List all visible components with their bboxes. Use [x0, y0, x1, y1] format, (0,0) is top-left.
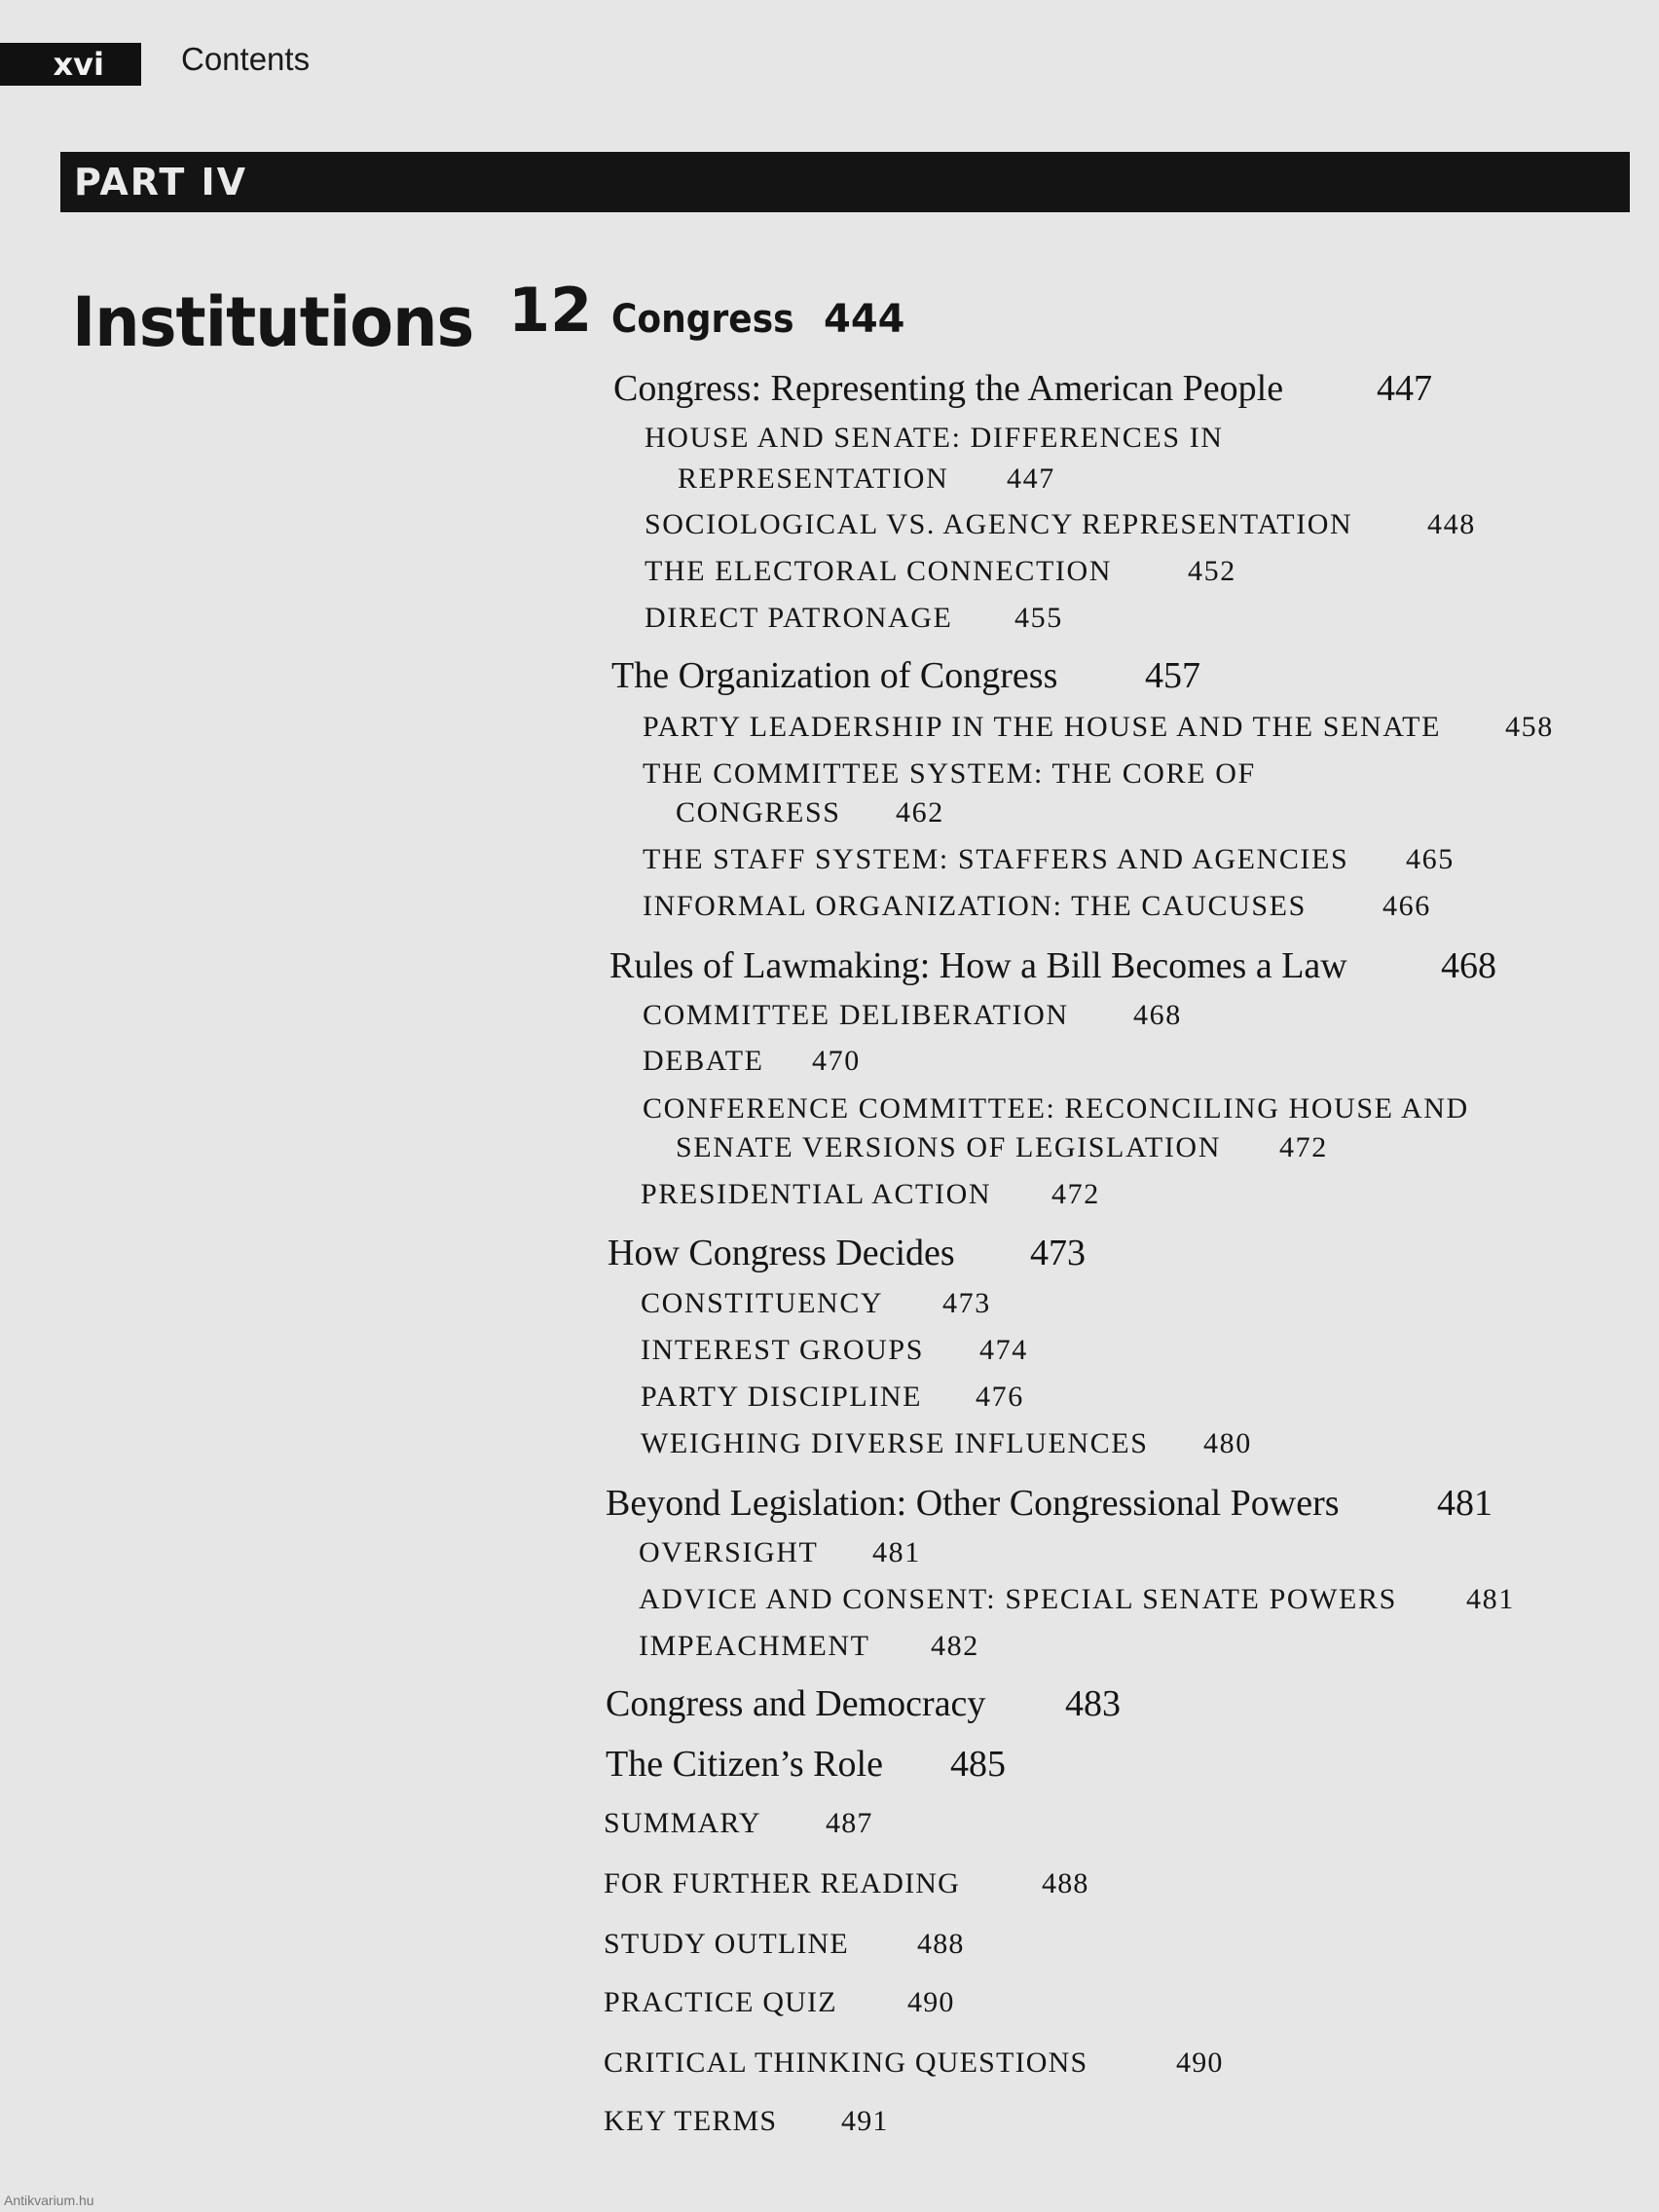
toc-section-title: How Congress Decides [608, 1233, 955, 1273]
toc-subsection [676, 796, 944, 830]
toc-subsection-title: DEBATE [643, 1045, 764, 1077]
toc-page-number: 452 [1188, 555, 1236, 587]
toc-subsection-title: REPRESENTATION [678, 462, 949, 495]
toc-section-title: Congress: Representing the American People [613, 368, 1284, 409]
toc-page-number: 485 [950, 1744, 1006, 1785]
toc-page-number: 473 [942, 1287, 991, 1319]
toc-page-number: 490 [907, 1986, 955, 2018]
part-title: Institutions [72, 282, 474, 362]
toc-subsection [643, 1045, 861, 1078]
toc-page-number: 470 [812, 1045, 861, 1077]
toc-subsection-title: INFORMAL ORGANIZATION: THE CAUCUSES [643, 890, 1307, 922]
toc-subsection-title: HOUSE AND SENATE: DIFFERENCES IN [645, 422, 1224, 454]
chapter-title: Congress [611, 297, 794, 342]
toc-end-item-title: PRACTICE QUIZ [604, 1986, 837, 2018]
toc-page-number: 447 [1377, 368, 1432, 409]
toc-page-number: 481 [1437, 1483, 1493, 1524]
toc-section [611, 654, 1200, 697]
toc-page-number: 481 [1466, 1583, 1515, 1615]
toc-subsection [643, 890, 1431, 923]
toc-subsection [643, 757, 1256, 791]
toc-subsection-title: CONSTITUENCY [641, 1287, 884, 1319]
toc-subsection-title: PARTY DISCIPLINE [641, 1381, 923, 1413]
toc-page-number: 455 [1014, 602, 1063, 634]
toc-page-number: 472 [1051, 1178, 1100, 1210]
toc-subsection [643, 999, 1182, 1032]
running-head: Contents [181, 41, 311, 77]
toc-subsection-title: ADVICE AND CONSENT: SPECIAL SENATE POWERS [639, 1583, 1397, 1615]
toc-subsection-title: INTEREST GROUPS [641, 1334, 924, 1366]
toc-page-number: 457 [1145, 655, 1200, 696]
toc-end-item-title: KEY TERMS [604, 2105, 778, 2137]
toc-page-number: 490 [1176, 2046, 1224, 2079]
toc-section-title: Beyond Legislation: Other Congressional Powers [606, 1483, 1340, 1524]
toc-subsection [641, 1334, 1028, 1367]
toc-section [609, 944, 1496, 987]
toc-subsection-title: THE COMMITTEE SYSTEM: THE CORE OF [643, 757, 1256, 790]
toc-end-item-title: STUDY OUTLINE [604, 1928, 849, 1960]
toc-subsection [643, 711, 1554, 744]
toc-subsection-title: IMPEACHMENT [639, 1630, 870, 1662]
toc-page-number: 488 [917, 1928, 965, 1960]
toc-section [606, 1743, 1006, 1786]
chapter-page-number: 444 [824, 297, 905, 342]
toc-end-item-title: FOR FURTHER READING [604, 1867, 961, 1899]
toc-end-item [604, 2105, 889, 2138]
toc-section-title: The Organization of Congress [611, 655, 1058, 696]
toc-subsection-title: COMMITTEE DELIBERATION [643, 999, 1069, 1031]
toc-page-number: 465 [1406, 843, 1455, 875]
toc-subsection [645, 508, 1476, 541]
toc-subsection-title: CONFERENCE COMMITTEE: RECONCILING HOUSE AND [643, 1092, 1469, 1124]
toc-page-number: 448 [1427, 508, 1476, 540]
toc-subsection-title: SOCIOLOGICAL VS. AGENCY REPRESENTATION [645, 508, 1353, 540]
toc-end-item [604, 1986, 955, 2019]
toc-page-number: 480 [1203, 1427, 1252, 1459]
toc-subsection [643, 1092, 1469, 1125]
toc-subsection [639, 1630, 979, 1663]
toc-subsection [678, 462, 1055, 496]
toc-section-title: Congress and Democracy [606, 1683, 986, 1724]
toc-end-item [604, 2046, 1224, 2080]
toc-subsection [641, 1427, 1252, 1460]
toc-subsection-title: SENATE VERSIONS OF LEGISLATION [676, 1131, 1221, 1163]
toc-page-number: 482 [931, 1630, 979, 1662]
toc-page-number: 483 [1065, 1683, 1121, 1724]
toc-page-number: 466 [1382, 890, 1431, 922]
toc-page-number: 491 [841, 2105, 889, 2137]
toc-page-number: 462 [896, 796, 944, 829]
toc-subsection-title: PRESIDENTIAL ACTION [641, 1178, 992, 1210]
toc-subsection [641, 1381, 1024, 1414]
toc-page-number: 472 [1279, 1131, 1328, 1163]
toc-subsection [641, 1178, 1100, 1211]
toc-end-item-title: CRITICAL THINKING QUESTIONS [604, 2046, 1088, 2079]
toc-subsection-title: THE STAFF SYSTEM: STAFFERS AND AGENCIES [643, 843, 1349, 875]
toc-subsection-title: DIRECT PATRONAGE [645, 602, 953, 634]
toc-subsection-title: PARTY LEADERSHIP IN THE HOUSE AND THE SENATE [643, 711, 1442, 743]
toc-page-number: 447 [1007, 462, 1055, 495]
toc-subsection [676, 1131, 1328, 1164]
toc-end-item [604, 1807, 873, 1840]
toc-section [606, 1482, 1493, 1525]
toc-subsection [641, 1287, 991, 1320]
toc-page-number: 487 [826, 1807, 873, 1839]
chapter-number: 12 [508, 275, 593, 346]
toc-subsection [639, 1536, 921, 1569]
toc-section [613, 367, 1432, 410]
toc-subsection [639, 1583, 1515, 1616]
toc-section [606, 1682, 1121, 1725]
toc-page-number: 488 [1042, 1867, 1089, 1899]
toc-section-title: Rules of Lawmaking: How a Bill Becomes a Law [609, 945, 1347, 986]
toc-subsection [645, 555, 1236, 588]
toc-page-number: 473 [1030, 1233, 1086, 1273]
toc-subsection [645, 422, 1224, 455]
part-label-band: PART IV [60, 152, 1630, 212]
toc-page-number: 476 [976, 1381, 1024, 1413]
toc-page-number: 474 [979, 1334, 1028, 1366]
toc-end-item-title: SUMMARY [604, 1807, 761, 1839]
toc-subsection-title: OVERSIGHT [639, 1536, 819, 1568]
toc-section [608, 1232, 1086, 1274]
toc-end-item [604, 1867, 1089, 1900]
toc-page-number: 468 [1133, 999, 1182, 1031]
toc-section-title: The Citizen’s Role [606, 1744, 883, 1785]
toc-subsection-title: WEIGHING DIVERSE INFLUENCES [641, 1427, 1149, 1459]
toc-page-number: 481 [872, 1536, 921, 1568]
folio-number: xvi [0, 43, 141, 86]
watermark: Antikvarium.hu [4, 2193, 94, 2208]
toc-page-number: 468 [1441, 945, 1496, 986]
toc-subsection [645, 602, 1063, 635]
toc-subsection-title: CONGRESS [676, 796, 841, 829]
toc-end-item [604, 1928, 965, 1961]
toc-page-number: 458 [1505, 711, 1554, 743]
toc-subsection [643, 843, 1455, 876]
toc-subsection-title: THE ELECTORAL CONNECTION [645, 555, 1113, 587]
